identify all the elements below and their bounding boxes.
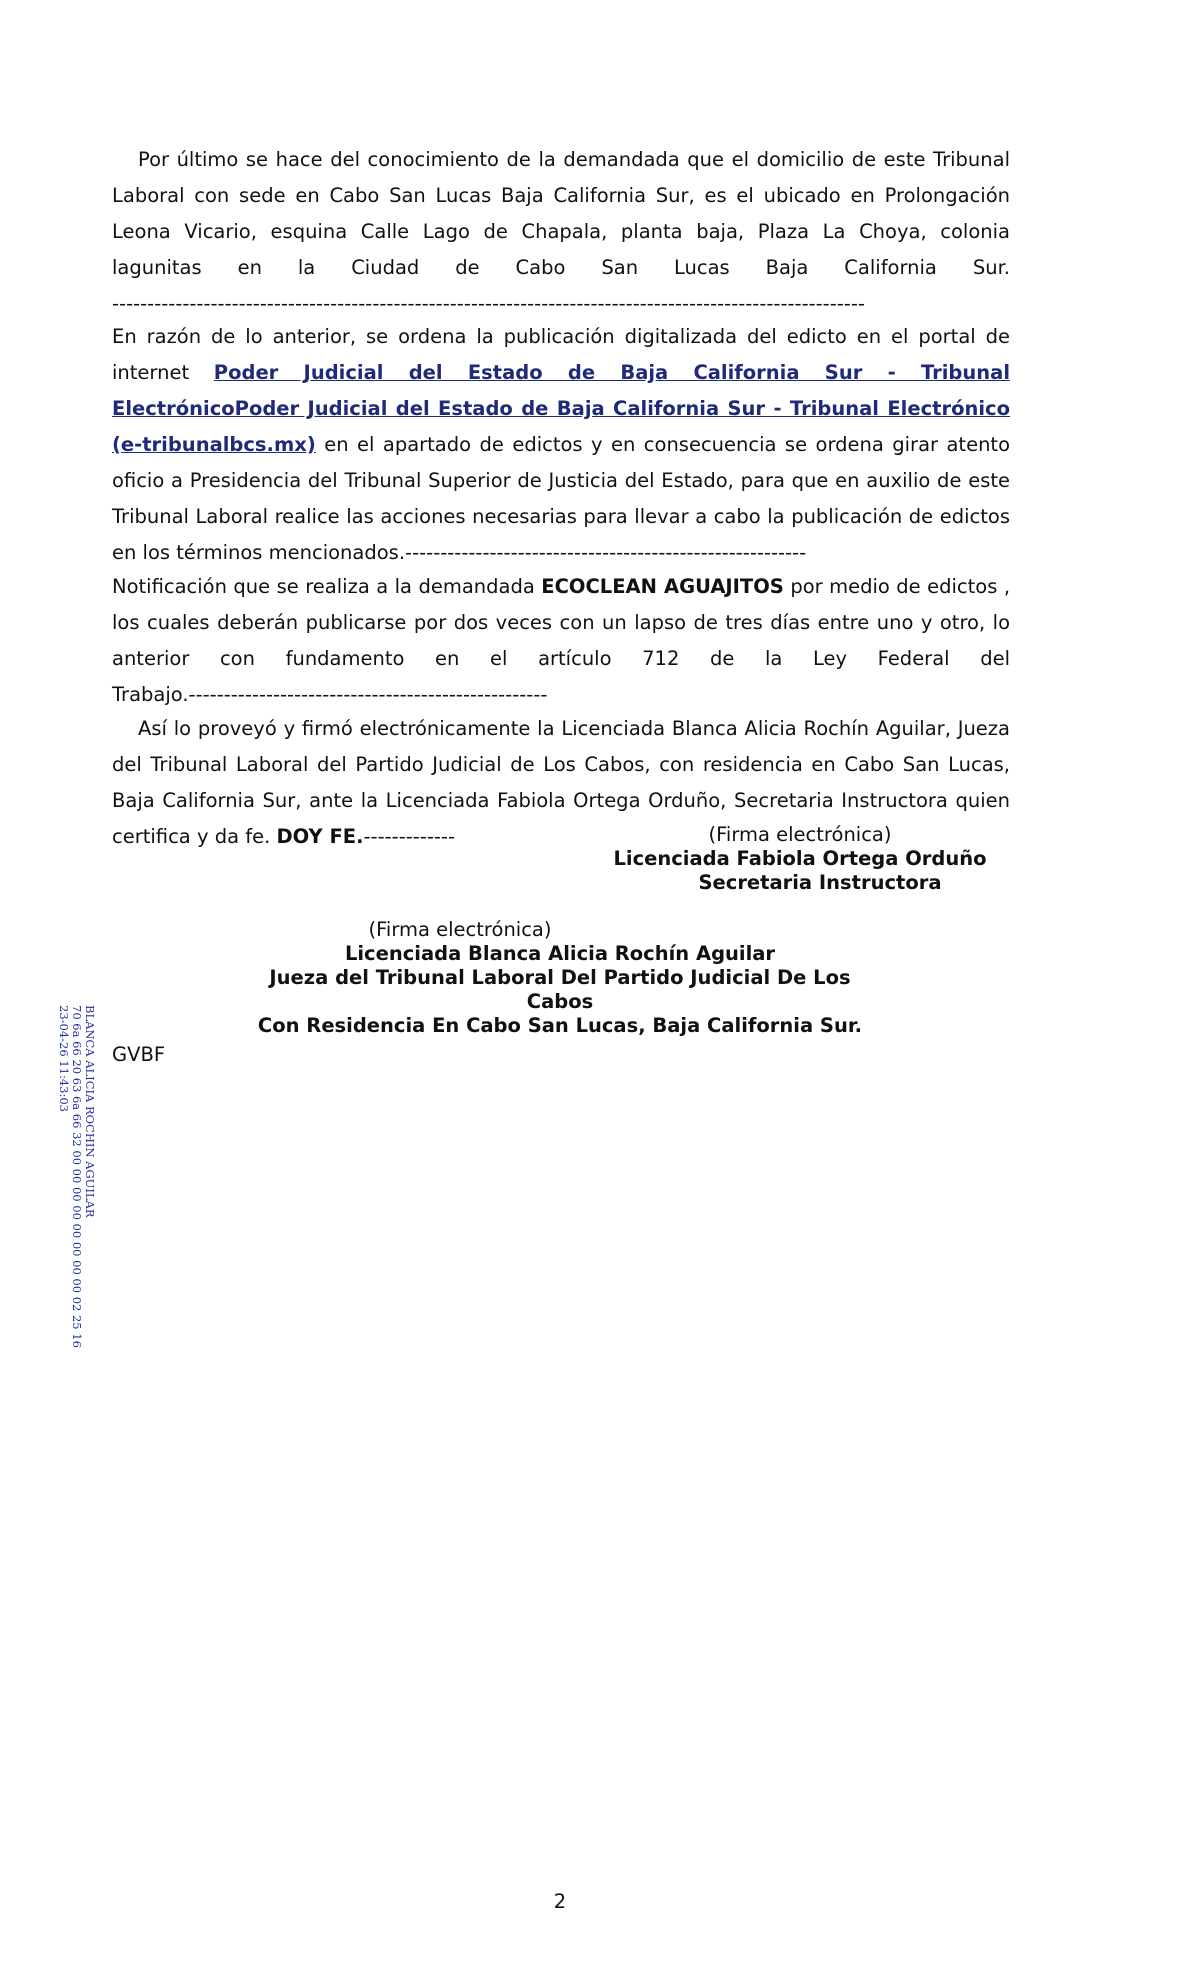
paragraph-publicacion-intro: En razón de lo anterior, se ordena la publicación digitalizada del edicto en el portal de internet <box>112 325 1010 384</box>
signature-caption: (Firma electrónica) <box>708 823 892 846</box>
electronic-signature-stamp <box>57 1005 96 1348</box>
paragraph-domicilio <box>112 142 1010 322</box>
signature-role: Jueza del Tribunal Laboral Del Partido Judicial De Los Cabos <box>269 966 851 1013</box>
paragraph-notificacion-intro: Notificación que se realiza a la demandada <box>112 575 535 598</box>
filler-dashes: --------------------------------------------------- <box>188 683 548 706</box>
filler-dashes: ----------------------------------------------------------------------------------------------------------- <box>112 292 865 315</box>
paragraph-publicacion <box>112 319 1010 571</box>
paragraph-firma-text: Así lo proveyó y firmó electrónicamente la Licenciada Blanca Alicia Rochín Aguilar, Jueza del Tribunal Laboral del Partido Judicial de Los Cabos, con residencia en Cabo San Lucas, Baja California Sur, ante la Licenciada Fabiola Ortega Orduño, Secretaria Instructora quien certifica y da fe. <box>112 717 1010 848</box>
signature-secretaria <box>580 823 1020 895</box>
stamp-serial: 70 6a 66 20 63 6a 66 32 00 00 00 00 00 00 00 00 02 25 16 <box>70 1005 84 1348</box>
signature-name: Licenciada Blanca Alicia Rochín Aguilar <box>344 942 776 965</box>
paragraph-domicilio-text: Por último se hace del conocimiento de la demandada que el domicilio de este Tribunal Laboral con sede en Cabo San Lucas Baja California Sur, es el ubicado en Prolongación Leona Vicario, esquina Calle Lago de Chapala, planta baja, Plaza La Choya, colonia lagunitas en la Ciudad de Cabo San Lucas Baja California Sur. <box>112 148 1010 279</box>
author-initials: GVBF <box>112 1043 166 1066</box>
filler-dashes: ------------- <box>363 825 455 848</box>
demandada-name: ECOCLEAN AGUAJITOS <box>541 575 784 598</box>
signature-name: Licenciada Fabiola Ortega Orduño <box>613 847 987 870</box>
signature-caption: (Firma electrónica) <box>368 918 552 941</box>
stamp-timestamp: 23-04-26 11:43:03 <box>57 1005 71 1112</box>
stamp-signer: BLANCA ALICIA ROCHIN AGUILAR <box>83 1005 97 1218</box>
signature-residence: Con Residencia En Cabo San Lucas, Baja California Sur. <box>257 1014 863 1037</box>
tribunal-electronico-link[interactable]: Poder Judicial del Estado de Baja California Sur - Tribunal ElectrónicoPoder Judicial del Estado de Baja California Sur - Tribunal Electrónico (e-tribunalbcs.mx) <box>112 361 1010 456</box>
paragraph-notificacion-rest: por medio de edictos , los cuales deberán publicarse por dos veces con un lapso de tres días entre uno y otro, lo anterior con fundamento en el artículo 712 de la Ley Federal del Trabajo. <box>112 575 1011 706</box>
signature-jueza <box>240 918 880 1038</box>
page-number: 2 <box>553 1890 567 1913</box>
signature-role: Secretaria Instructora <box>698 871 942 894</box>
paragraph-notificacion <box>112 569 1010 713</box>
doy-fe: DOY FE. <box>276 825 364 848</box>
paragraph-publicacion-rest: en el apartado de edictos y en consecuencia se ordena girar atento oficio a Presidencia del Tribunal Superior de Justicia del Estado, para que en auxilio de este Tribunal Laboral realice las acciones necesarias para llevar a cabo la publicación de edictos en los términos mencionados. <box>112 433 1010 564</box>
filler-dashes: --------------------------------------------------------- <box>405 541 807 564</box>
